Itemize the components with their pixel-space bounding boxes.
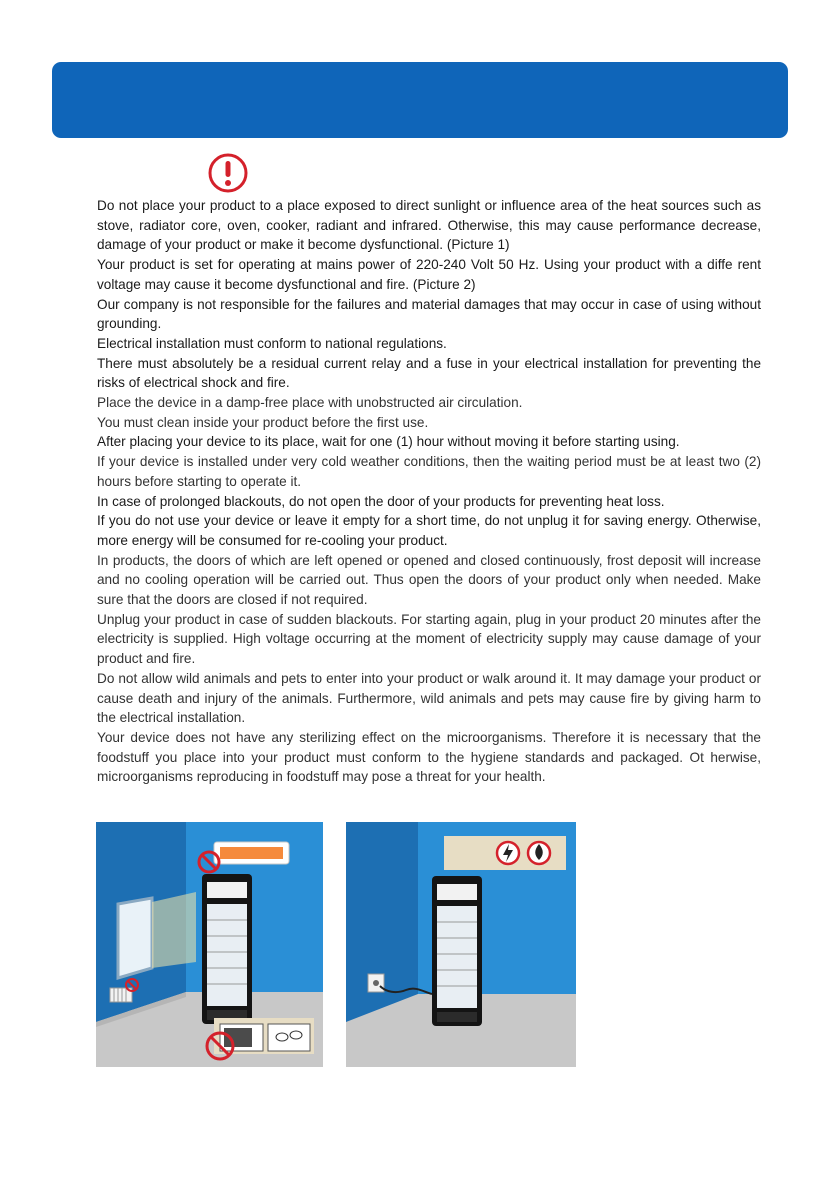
oven-icon	[220, 1024, 263, 1051]
paragraph: After placing your device to its place, wait for one (1) hour without moving it before starting using.	[97, 434, 680, 450]
fridge-icon	[202, 874, 252, 1024]
paragraph: Do not place your product to a place exposed to direct sunlight or influence area of the heat sources such as stove, radiator core, oven, cooker, radiant and infrared. Otherwise, this may cause performance decrease, damage of your product or make it become dysfunctional. (Picture 1)	[97, 198, 761, 253]
paragraph: If you do not use your device or leave it empty for a short time, do not unplug it for saving energy. Otherwise, more energy will be consumed for re-cooling your product.	[97, 513, 761, 548]
exclamation-circle-icon	[207, 152, 249, 194]
paragraph: In case of prolonged blackouts, do not open the door of your products for preventing heat loss.	[97, 493, 665, 509]
paragraph: Place the device in a damp-free place with unobstructed air circulation.	[97, 395, 523, 411]
safety-instructions	[97, 196, 761, 787]
paragraph: In products, the doors of which are left opened or opened and closed continuously, frost deposit will increase and no cooling operation will be carried out. Thus open the doors of your product only when needed. Make sure that the doors are closed if not required.	[97, 552, 761, 608]
paragraph: Your device does not have any sterilizing effect on the microorganisms. Therefore it is necessary that the foodstuff you place into your product must conform to the hygiene standards and packaged. Ot herwise, microorganisms reproducing in foodstuff may pose a threat for your health.	[97, 729, 761, 785]
paragraph: Do not allow wild animals and pets to enter into your product or walk around it. It may damage your product or cause death and injury of the animals. Furthermore, wild animals and pets may cause fire by giving harm to the electrical installation.	[97, 670, 761, 726]
stove-icon	[268, 1024, 310, 1051]
fridge-icon	[432, 876, 482, 1026]
paragraph: Unplug your product in case of sudden blackouts. For starting again, plug in your product 20 minutes after the electricity is supplied. High voltage occurring at the moment of electricity supply may cause damage of your product and fire.	[97, 611, 761, 667]
paragraph: There must absolutely be a residual current relay and a fuse in your electrical installation for preventing the risks of electrical shock and fire.	[97, 355, 761, 391]
paragraph: Electrical installation must conform to national regulations.	[97, 335, 447, 351]
paragraph: You must clean inside your product before the first use.	[97, 414, 429, 430]
paragraph: Your product is set for operating at mains power of 220-240 Volt 50 Hz. Using your product with a diffe rent voltage may cause it become dysfunctional and fire. (Picture 2)	[97, 257, 761, 292]
paragraph: Our company is not responsible for the failures and material damages that may occur in case of using without grounding.	[97, 296, 761, 332]
picture-1-illustration	[96, 822, 323, 1067]
picture-2-illustration	[346, 822, 576, 1067]
header-bar	[52, 62, 788, 138]
fire-hazard-icon	[528, 842, 550, 864]
paragraph: If your device is installed under very cold weather conditions, then the waiting period must be at least two (2) hours before starting to operate it.	[97, 454, 761, 489]
electric-hazard-icon	[497, 842, 519, 864]
